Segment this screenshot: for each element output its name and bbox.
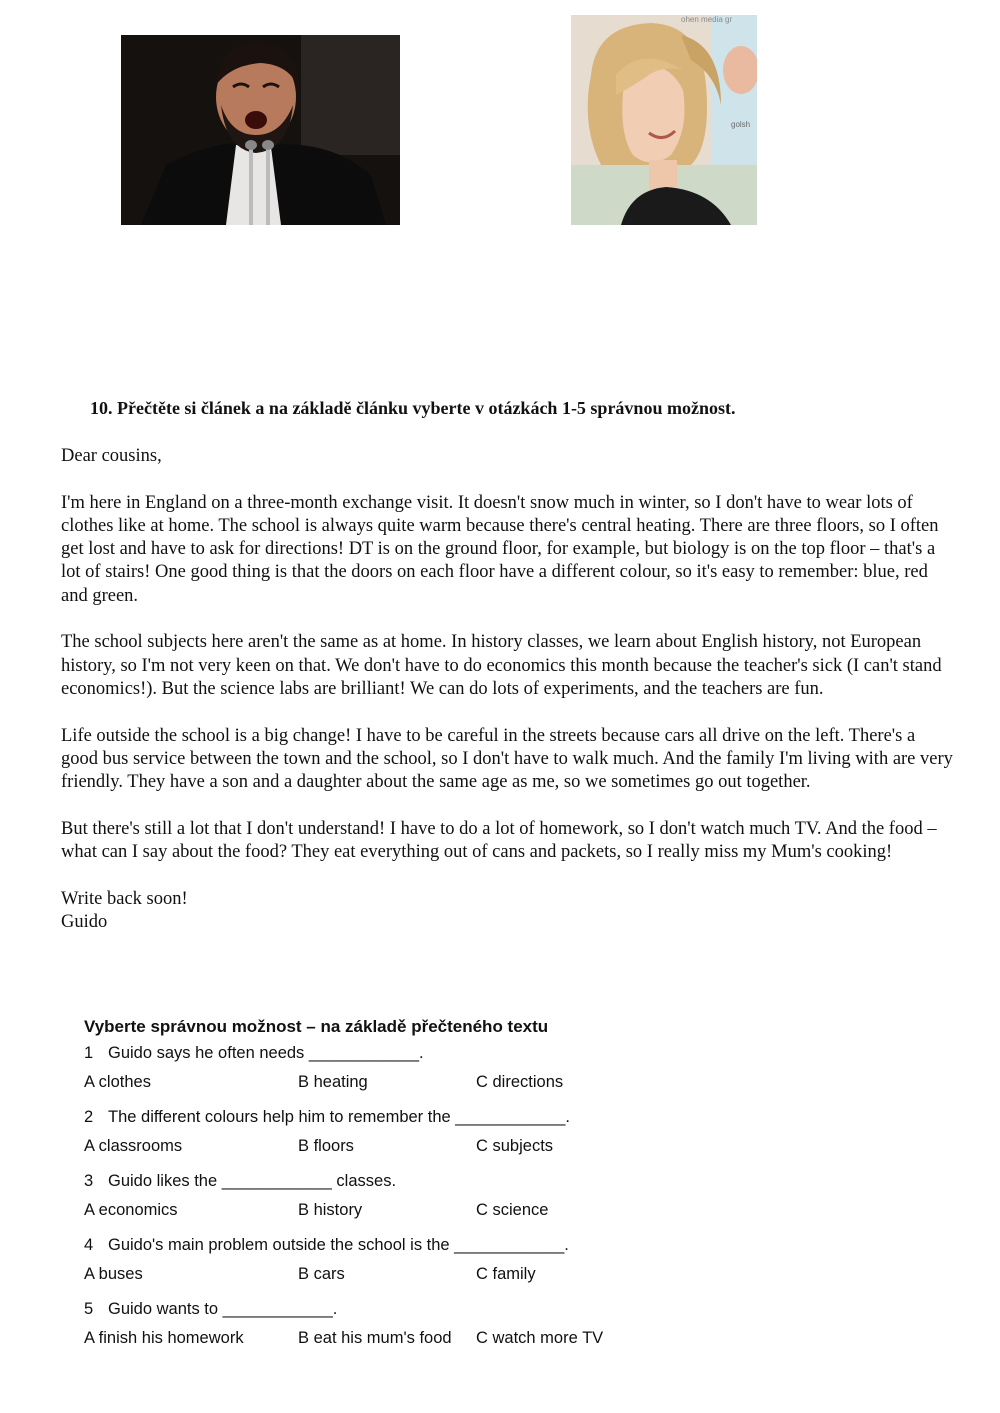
photo-smiling-woman [571,15,757,225]
option-c: C watch more TV [476,1329,604,1347]
option-c: C science [476,1201,549,1219]
letter-paragraph-2: The school subjects here aren't the same as at home. In history classes, we learn about English history, not European history, so I'm not very keen on that. We don't have to do economics this month because the teacher's sick (I can't stand economics!). But the science labs are brilliant! We can do lots of experiments, and the teachers are fun. [61,632,942,699]
watermark-top: ohen media gr [681,15,733,24]
option-b: B floors [298,1137,354,1155]
question-1 [84,1041,684,1073]
option-a: A classrooms [84,1137,183,1155]
question-text: The different colours help him to remember the ____________. [108,1108,570,1126]
option-a: A buses [84,1265,143,1283]
letter [61,445,956,934]
question-text: Guido says he often needs ____________. [108,1044,424,1062]
question-number: 1 [84,1044,94,1062]
question-5 [84,1297,684,1329]
question-number: 5 [84,1300,94,1318]
letter-signature: Guido [61,911,108,932]
quiz-title: Vyberte správnou možnost – na základě přečteného textu [84,1017,549,1036]
letter-greeting: Dear cousins, [61,446,162,466]
option-b: B history [298,1201,363,1219]
task-title: 10. Přečtěte si článek a na základě článku vyberte v otázkách 1-5 správnou možnost. [90,398,736,418]
opera-singer-illustration [121,35,400,225]
option-a: A clothes [84,1073,151,1091]
option-b: B heating [298,1073,368,1091]
photo-opera-singer [121,35,400,225]
letter-paragraph-3: Life outside the school is a big change! I have to be careful in the streets because cars all drive on the left. There's a good bus service between the town and the school, so I don't have to walk much. And the family I'm living with are very friendly. They have a son and a daughter about the same age as me, so we sometimes go out together. [61,725,953,793]
question-3 [84,1169,684,1201]
question-number: 4 [84,1236,94,1254]
option-b: B eat his mum's food [298,1329,452,1347]
question-text: Guido's main problem outside the school is the ____________. [108,1236,569,1254]
options-4 [84,1265,684,1297]
question-number: 3 [84,1172,94,1190]
quiz [84,1015,684,1361]
options-2 [84,1137,684,1169]
options-5 [84,1329,684,1361]
options-3 [84,1201,684,1233]
question-number: 2 [84,1108,94,1126]
option-a: A economics [84,1201,178,1219]
option-c: C family [476,1265,536,1283]
question-text: Guido wants to ____________. [108,1300,338,1318]
letter-paragraph-4: But there's still a lot that I don't understand! I have to do a lot of homework, so I don't watch much TV. And the food – what can I say about the food? They eat everything out of cans and packets, so I really miss my Mum's cooking! [61,818,937,863]
option-c: C subjects [476,1137,554,1155]
option-c: C directions [476,1073,564,1091]
option-b: B cars [298,1265,345,1283]
question-text: Guido likes the ____________ classes. [108,1172,397,1190]
watermark-side: golsh [731,120,751,129]
options-1 [84,1073,684,1105]
letter-paragraph-1: I'm here in England on a three-month exchange visit. It doesn't snow much in winter, so I don't have to wear lots of clothes like at home. The school is always quite warm because there's central heating. There are three floors, so I often get lost and have to ask for directions! DT is on the ground floor, for example, but biology is on the top floor – that's a lot of stairs! One good thing is that the doors on each floor have a different colour, so it's easy to remember: blue, red and green. [61,492,939,606]
option-a: A finish his homework [84,1329,244,1347]
letter-closing: Write back soon! [61,888,188,909]
question-2 [84,1105,684,1137]
smiling-woman-illustration [571,15,757,225]
question-4 [84,1233,684,1265]
